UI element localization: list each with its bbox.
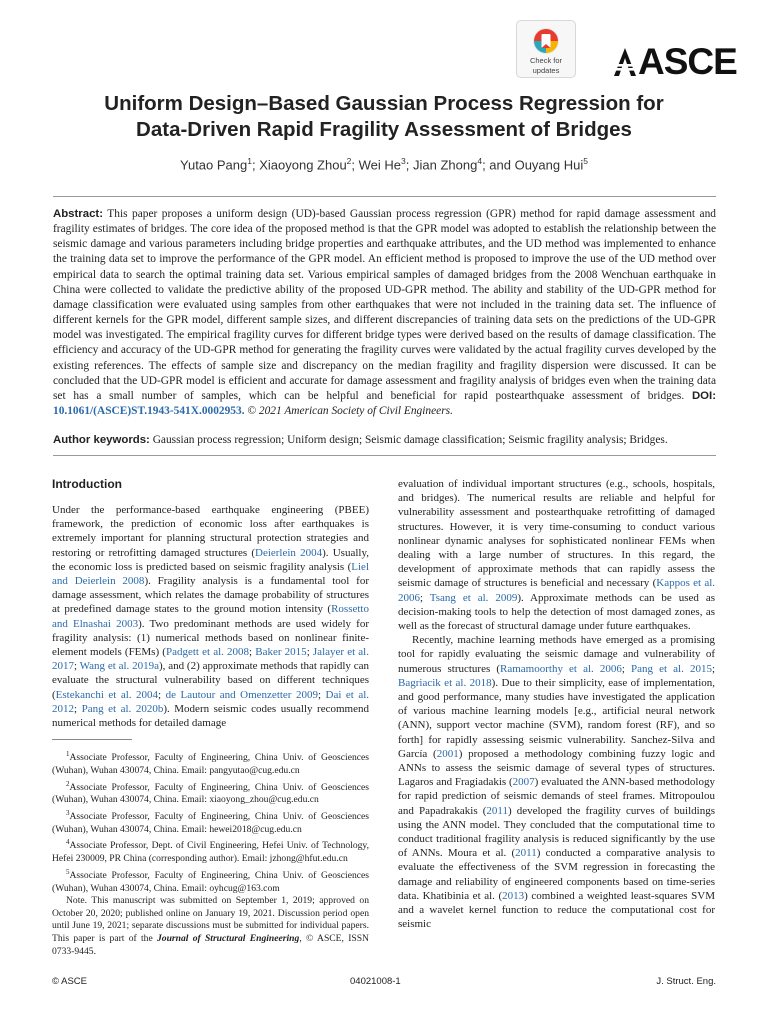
keywords-text: Gaussian process regression; Uniform design; Seismic damage classification; Seismic fragility analysis; Bridges. [152,434,668,446]
paragraph-text: ). Usually, the economic loss is predicted based on seismic fragility analysis ( [52,546,369,573]
right-column [398,477,715,932]
paragraph-text: ). Modern seismic codes usually recommend numerical methods for detailed damage [52,702,369,730]
author-name: Xiaoyong Zhou [259,157,347,173]
citation-link[interactable]: Liel and Deierlein 2008 [52,560,369,588]
author-affiliation-marker: 3 [401,156,406,166]
manuscript-note [52,895,369,958]
section-heading-introduction: Introduction [52,477,122,491]
citation-link[interactable]: Deierlein 2004 [255,546,323,559]
paragraph-text: ). Fragility analysis is a fundamental tool for damage assessment, which relates the damage probability of structures at predefined damage states to the ground motion intensity ( [52,575,369,616]
affiliation-footnote [52,866,369,895]
citation-link[interactable]: Bagriacik et al. 2018 [398,676,492,689]
paragraph-text: ; [711,662,716,675]
paragraph-text: Recently, machine learning methods have emerged as a promising tool for rapidly evaluating the seismic damage and vulnerability of numerous structures ( [398,634,715,675]
footnote-divider [52,739,132,740]
footnote-marker: 4 [66,838,70,847]
citation-link[interactable]: Dai et al. 2012 [52,688,370,715]
author-separator: ; [351,157,359,173]
author-keywords [53,433,716,448]
affiliation-footnote [52,748,369,777]
author-name: Ouyang Hui [514,157,584,173]
citation-link[interactable]: Ramamoorthy et al. 2006 [500,662,622,675]
doi-link[interactable]: 10.1061/(ASCE)ST.1943-541X.0002953. [53,405,245,418]
footnote-text: Associate Professor, Faculty of Engineering, China Univ. of Geosciences (Wuhan), Wuhan 430074, China. Email: pangyutao@cug.edu.cn [52,752,369,777]
footnote-text: Associate Professor, Faculty of Engineering, China Univ. of Geosciences (Wuhan), Wuhan 430074, China. Email: xiaoyong_zhou@cug.edu.cn [52,781,369,806]
paragraph-text: ). Due to their simplicity, ease of implementation, and good performance, many studies have investigated the application of various machine learning models [e.g., artificial neural network (ANN), support vector machine (SVM), random forest (RF), and so forth] for rapidly assessing seismic vulnerability. Sanchez-Silva and García ( [398,676,716,760]
citation-link[interactable]: Baker 2015 [255,646,307,659]
author-separator: ; and [482,157,515,173]
paper-title [40,91,728,143]
paragraph-text: ) evaluated the ANN-based methodology for rapid prediction of seismic demands of steel frames. Mitropoulou and Papadrakakis ( [398,776,715,817]
paragraph-text: ; [74,702,82,715]
paragraph-text: ; [317,688,326,701]
asce-logo-text: ASCE [638,41,737,82]
citation-link[interactable]: Kappos et al. 2006 [398,577,716,604]
copyright-text: © 2021 American Society of Civil Engineers. [247,405,453,418]
citation-link[interactable]: de Lautour and Omenzetter 2009 [165,688,318,701]
badge-line-1: Check for [529,56,563,65]
author-name: Jian Zhong [413,157,478,173]
title-line-2: Data-Driven Rapid Fragility Assessment of Bridges [136,118,632,141]
citation-link[interactable]: Rossetto and Elnashai 2003 [52,603,369,630]
footnote-marker: 2 [66,779,70,788]
footnote-marker: 3 [66,809,70,817]
intro-paragraph-3 [398,633,715,931]
footnotes [52,748,369,895]
citation-link[interactable]: Wang et al. 2019a [79,660,160,673]
paragraph-text: ; [306,646,313,659]
footnote-text: Associate Professor, Dept. of Civil Engineering, Hefei Univ. of Technology, Hefei 230009, PR China (corresponding author). Email: jzhong@hfut.edu.cn [52,840,369,865]
footnote-marker: 1 [66,750,70,759]
left-column [52,476,369,958]
footnote-text: Associate Professor, Faculty of Engineering, China Univ. of Geosciences (Wuhan), Wuhan 430074, China. Email: oyhcug@163.com [52,869,369,894]
paragraph-text: ), and (2) approximate methods that rapidly can evaluate the structural vulnerability based on different techniques ( [52,660,369,701]
citation-link[interactable]: Pang et al. 2015 [631,662,712,675]
author-name: Yutao Pang [180,157,248,173]
abstract-text: This paper proposes a uniform design (UD)-based Gaussian process regression (GPR) method for rapid damage assessment and fragility estimates of bridges. The core idea of the proposed method is that the GPR model was adopted to establish the relationship between the seismic damage and various parameters including bridge properties and earthquake attributes, and the UD method was implemented to enhance the training data set to improve the performance of the GPR model. An efficient method is proposed to improve the use of the UD method over empirical data to search the optimal training data set. Various empirical samples of damaged bridges from the 2008 Wenchuan earthquake in China were collected to validate the predictive ability of the proposed UD-GPR method. The ability and stability of the UD-GPR method for damage classification were evaluated using samples from other earthquakes that were not included in the training data set. The influence of different kernels for the GPR model, different sample sizes, and different discrepancies of training data sets on the predictions of the UD-GPR model was investigated. The empirical fragility curves for different bridge types were derived based on the results of damage classification. The efficiency and accuracy of the UD-GPR method for generating the fragility curves were validated by the actual fragility curves developed by the existing references. The effects of sample size and discrepancy on the median fragility and fragility dispersion were discussed. It can be concluded that the UD-GPR model is efficient and accurate for damage assessment and fragility analysis of bridges even when the training data set has a small number of samples, which can be helpful and beneficial for rapid postearthquake assessment of bridges. [53,208,716,402]
footer-journal: J. Struct. Eng. [656,976,716,987]
paragraph-text: ). Two predominant methods are used widely for fragility analysis: (1) numerical methods based on nonlinear finite-element models (FEMs) ( [52,617,369,659]
title-line-1: Uniform Design–Based Gaussian Process Regression for [104,92,664,115]
author-affiliation-marker: 2 [346,156,352,166]
check-for-updates-badge[interactable] [516,20,576,78]
footer-article-number: 04021008-1 [350,976,401,987]
paragraph-text: ; [158,688,166,701]
paragraph-text: ; [621,662,632,675]
header-divider [53,196,716,197]
abstract [53,207,716,419]
paragraph-text: ) conducted a comparative analysis to evaluate the effectiveness of the SVM regression in forecasting the damage and reliability of engineered components based on time-series data. Khatibinia et al. ( [398,847,715,902]
intro-paragraph-1 [52,503,369,730]
paragraph-text: ) combined a weighted least-squares SVM and a wavelet kernel function to reduce the computational cost for seismic [398,889,715,931]
citation-link[interactable]: 2007 [512,776,535,789]
asce-emblem-icon [612,46,638,78]
paragraph-text: ) proposed a methodology combining fuzzy logic and ANNs to assess the seismic damage of several types of structures. Lagaros and Fragiadakis ( [398,747,715,789]
citation-link[interactable]: 2011 [486,804,508,817]
note-text: Note. This manuscript was submitted on September 1, 2019; approved on October 20, 2020; published online on January 19, 2021. Discussion period open until June 19, 2021; separate discussions must be submitted for individual papers. This paper is part of the [52,895,369,944]
paragraph-text: Under the performance-based earthquake engineering (PBEE) framework, the prediction of economic loss after earthquakes is extremely important for planning structural protection strategies and restoring or retrofitting damaged structures ( [52,504,369,559]
footer-copyright: © ASCE [52,976,87,987]
citation-link[interactable]: Jalayer et al. 2017 [52,646,369,673]
paragraph-text: ) developed the fragility curves of buildings using the ANN model. They concluded that the computational time to conduct traditional fragility analysis is reduced significantly by the use of ANNs. Moura et al. ( [398,804,715,860]
paragraph-text: ; [420,591,430,604]
paragraph-text: ). Approximate methods can be used as decision-making tools to help the detection of most damaged zones, as well as the forecast of structural damage under future earthquakes. [398,591,715,633]
citation-link[interactable]: Tsang et al. 2009 [429,591,518,604]
citation-link[interactable]: 2001 [436,747,459,760]
abstract-divider [53,455,716,456]
citation-link[interactable]: Estekanchi et al. 2004 [55,688,159,701]
citation-link[interactable]: 2011 [515,847,537,860]
footnote-marker: 5 [66,867,70,876]
affiliation-footnote [52,836,369,865]
paragraph-text: evaluation of individual important structures (e.g., schools, hospitals, and bridges). The numerical results are reliable and helpful for vulnerability assessment and postearthquake retrofitting of damaged structures. However, it is very time-consuming to conduct various nonlinear dynamic analyses for sophisticated nonlinear FEMs when dealing with a large number of structures. In this regard, the development of approximate methods that can rapidly assess the seismic damage of structures is beneficial and necessary ( [398,478,715,590]
affiliation-footnote [52,778,369,807]
crossmark-icon [531,26,561,56]
author-separator: ; [405,157,413,173]
note-tail: , © ASCE, ISSN 0733-9445. [52,932,369,957]
badge-line-2: updates [532,65,560,75]
asce-logo [612,42,737,82]
intro-paragraph-2 [398,477,715,633]
author-affiliation-marker: 5 [583,156,588,166]
paragraph-text: ; [74,660,80,673]
affiliation-footnote [52,807,369,836]
author-affiliation-marker: 4 [477,156,483,166]
citation-link[interactable]: Padgett et al. 2008 [165,646,250,659]
journal-name: Journal of Structural Engineering [156,932,300,944]
keywords-label: Author keywords: [53,434,150,446]
author-affiliation-marker: 1 [247,156,252,166]
author-name: Wei He [358,157,402,173]
author-list [40,156,728,172]
abstract-label: Abstract: [53,208,104,220]
paragraph-text: ; [249,646,256,659]
citation-link[interactable]: 2013 [502,889,525,902]
doi-label: DOI: [691,389,716,402]
citation-link[interactable]: Pang et al. 2020b [81,702,164,715]
author-separator: ; [251,157,260,173]
footnote-text: Associate Professor, Faculty of Engineering, China Univ. of Geosciences (Wuhan), Wuhan 430074, China. Email: hewei2018@cug.edu.cn [52,811,369,835]
